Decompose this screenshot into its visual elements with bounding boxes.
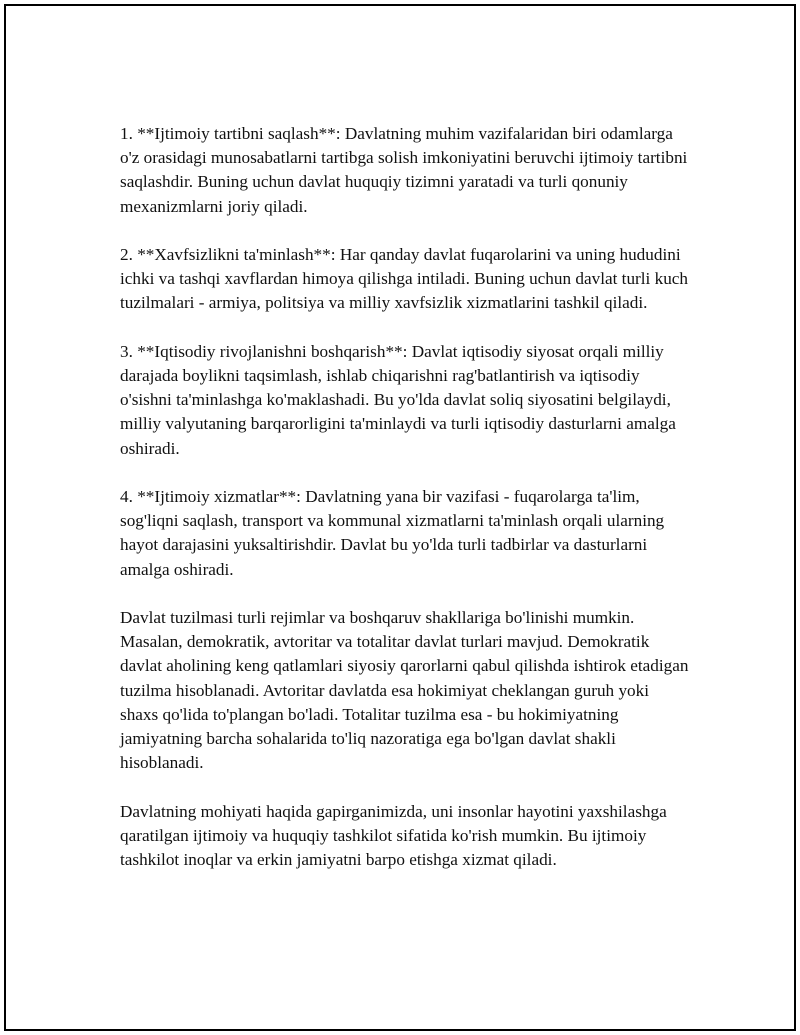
document-body — [120, 122, 690, 896]
paragraph-social-order: 1. **Ijtimoiy tartibni saqlash**: Davlatning muhim vazifalaridan biri odamlarga o'z orasidagi munosabatlarni tartibga solish imkoniyatini beruvchi ijtimoiy tartibni saqlashdir. Buning uchun davlat huquqiy tizimni yaratadi va turli qonuniy mexanizmlarni joriy qiladi. — [120, 124, 688, 216]
paragraph-security: 2. **Xavfsizlikni ta'minlash**: Har qanday davlat fuqarolarini va uning hududini ichki va tashqi xavflardan himoya qilishga intiladi. Buning uchun davlat turli kuch tuzilmalari - armiya, politsiya va milliy xavfsizlik xizmatlarini tashkil qiladi. — [120, 245, 689, 313]
paragraph-state-regimes: Davlat tuzilmasi turli rejimlar va boshqaruv shakllariga bo'linishi mumkin. Masalan, demokratik, avtoritar va totalitar davlat turlari mavjud. Demokratik davlat aholining keng qatlamlari siyosiy qarorlarni qabul qilishda ishtirok etadigan tuzilma hisoblanadi. Avtoritar davlatda esa hokimiyat cheklangan guruh yoki shaxs qo'lida to'plangan bo'ladi. Totalitar tuzilma esa - bu hokimiyatning jamiyatning barcha sohalarida to'liq nazoratiga ega bo'lgan davlat shakli hisoblanadi. — [120, 608, 689, 773]
paragraph-economic-development: 3. **Iqtisodiy rivojlanishni boshqarish**: Davlat iqtisodiy siyosat orqali milliy darajada boylikni taqsimlash, ishlab chiqarishni rag'batlantirish va iqtisodiy o'sishni ta'minlashga ko'maklashadi. Bu yo'lda davlat soliq siyosatini belgilaydi, milliy valyutaning barqarorligini ta'minlaydi va turli iqtisodiy dasturlarni amalga oshiradi. — [120, 341, 676, 458]
paragraph-social-services: 4. **Ijtimoiy xizmatlar**: Davlatning yana bir vazifasi - fuqarolarga ta'lim, sog'liqni saqlash, transport va kommunal xizmatlarni ta'minlash orqali ularning hayot darajasini yuksaltirishdir. Davlat bu yo'lda turli tadbirlar va dasturlarni amalga oshiradi. — [120, 487, 665, 579]
page-border — [4, 4, 796, 1031]
paragraph-state-essence: Davlatning mohiyati haqida gapirganimizda, uni insonlar hayotini yaxshilashga qaratilgan ijtimoiy va huquqiy tashkilot sifatida ko'rish mumkin. Bu ijtimoiy tashkilot inoqlar va erkin jamiyatni barpo etishga xizmat qiladi. — [120, 801, 667, 870]
